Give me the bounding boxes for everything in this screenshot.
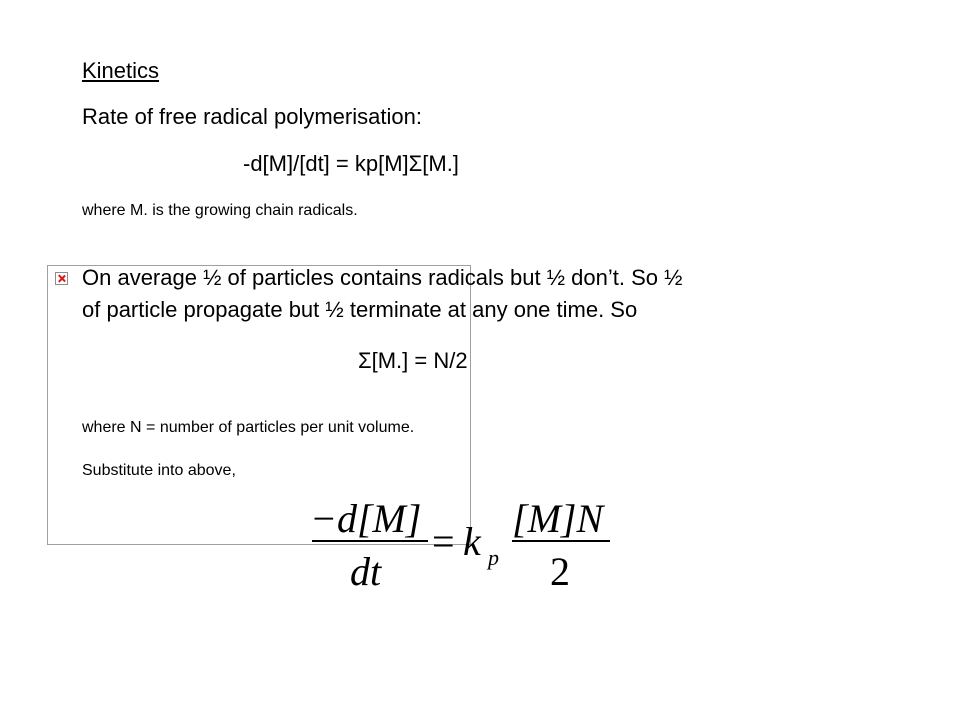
paragraph-line-1: On average ½ of particles contains radicals but ½ don’t. So ½ — [82, 265, 683, 290]
formula-numerator-right: [M]N — [512, 496, 604, 541]
formula-numerator-left: −d[M] — [310, 496, 422, 541]
radical-note: where M. is the growing chain radicals. — [82, 202, 358, 219]
radical-sum-equation: Σ[M.] = N/2 — [358, 348, 468, 373]
formula-k: k — [463, 519, 481, 564]
formula-subscript-p: p — [488, 545, 499, 570]
rate-equation: -d[M]/[dt] = kp[M]Σ[M.] — [243, 151, 459, 176]
formula-denominator-left: dt — [350, 549, 382, 594]
substitute-note: Substitute into above, — [82, 462, 236, 479]
formula-denominator-right: 2 — [550, 549, 570, 594]
slide-heading: Kinetics — [82, 58, 160, 83]
paragraph-line-2: of particle propagate but ½ terminate at any one time. So — [82, 297, 638, 322]
formula-equals: = — [432, 519, 455, 564]
n-definition-note: where N = number of particles per unit volume. — [82, 419, 415, 436]
intro-line: Rate of free radical polymerisation: — [82, 104, 422, 129]
